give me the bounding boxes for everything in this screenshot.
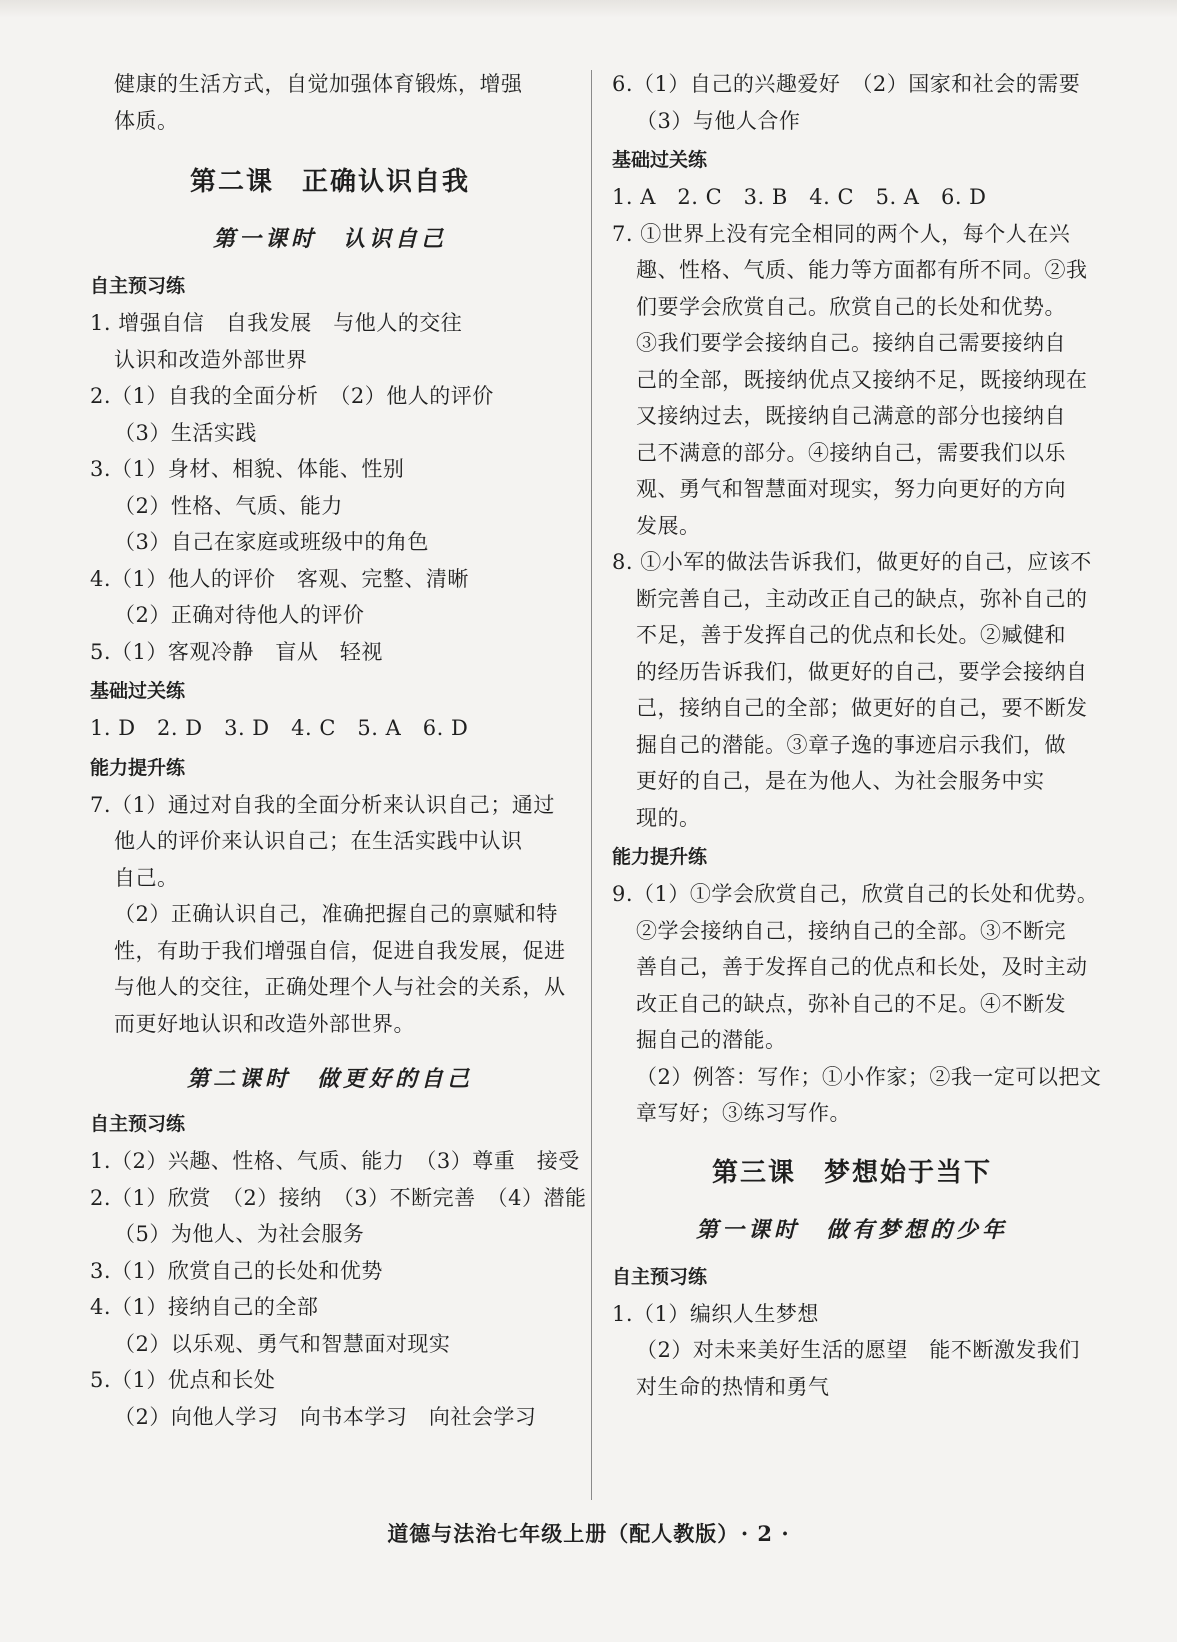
answer-line: （3）与他人合作 xyxy=(636,108,801,133)
answer-line: 1. 增强自信 自我发展 与他人的交往 xyxy=(90,311,463,335)
answer-line: 3.（1）身材、相貌、体能、性别 xyxy=(90,457,405,481)
page-footer xyxy=(0,1518,1177,1548)
answer-line: 2.（1）欣赏 （2）接纳 （3）不断完善 （4）潜能 xyxy=(90,1185,587,1210)
text-line: 体质。 xyxy=(114,108,179,133)
answer-line: 又接纳过去，既接纳自己满意的部分也接纳自 xyxy=(636,404,1066,428)
answer-line: （3）生活实践 xyxy=(114,420,257,445)
answer-line: 5.（1）优点和长处 xyxy=(90,1368,276,1392)
answer-line: 观、勇气和智慧面对现实，努力向更好的方向 xyxy=(636,477,1066,501)
answer-line: （2）例答：写作；①小作家；②我一定可以把文 xyxy=(636,1064,1102,1089)
answer-line: （3）自己在家庭或班级中的角色 xyxy=(114,530,429,554)
answer-line: 趣、性格、气质、能力等方面都有所不同。②我 xyxy=(636,258,1088,282)
left-column xyxy=(90,66,587,1435)
answer-line: ②学会接纳自己，接纳自己的全部。③不断完 xyxy=(636,918,1066,943)
answer-line: 章写好；③练习写作。 xyxy=(636,1101,851,1125)
answer-line: 善自己，善于发挥自己的优点和长处，及时主动 xyxy=(636,955,1088,979)
right-column xyxy=(612,66,1102,1405)
text-line: 健康的生活方式，自觉加强体育锻炼，增强 xyxy=(114,72,523,96)
lesson-title: 第二课 正确认识自我 xyxy=(189,167,470,197)
column-divider xyxy=(591,70,592,1500)
answer-line: 1.（1）编织人生梦想 xyxy=(612,1301,819,1326)
scan-edge xyxy=(0,0,1177,18)
answer-line: 自己。 xyxy=(114,865,179,890)
answer-line: 对生命的热情和勇气 xyxy=(636,1374,830,1399)
answer-line: （2）以乐观、勇气和智慧面对现实 xyxy=(114,1331,451,1356)
answer-line: 掘自己的潜能。 xyxy=(636,1028,787,1052)
answer-line: 他人的评价来认识自己；在生活实践中认识 xyxy=(114,829,523,853)
period-title: 第二课时 做更好的自己 xyxy=(186,1066,473,1092)
answer-line: 1.（2）兴趣、性格、气质、能力 （3）尊重 接受 xyxy=(90,1149,580,1173)
section-title: 自主预习练 xyxy=(90,1113,186,1135)
answer-line: （5）为他人、为社会服务 xyxy=(114,1222,365,1246)
section-title: 能力提升练 xyxy=(612,846,708,868)
answer-line: 5.（1）客观冷静 盲从 轻视 xyxy=(90,639,383,664)
answer-line: （2）正确对待他人的评价 xyxy=(114,603,365,627)
period-title: 第一课时 认识自己 xyxy=(212,226,447,252)
answer-line: 改正自己的缺点，弥补自己的不足。④不断发 xyxy=(636,991,1066,1016)
answer-line: 7. ①世界上没有完全相同的两个人，每个人在兴 xyxy=(612,221,1071,246)
answer-line: 认识和改造外部世界 xyxy=(114,347,308,372)
answer-line: 7.（1）通过对自我的全面分析来认识自己；通过 xyxy=(90,792,555,817)
section-title: 能力提升练 xyxy=(90,756,186,779)
answer-line: 8. ①小军的做法告诉我们，做更好的自己，应该不 xyxy=(612,550,1092,574)
answer-line: 的经历告诉我们，做更好的自己，要学会接纳自 xyxy=(636,659,1088,684)
section-title: 基础过关练 xyxy=(90,680,186,702)
answer-line: 发展。 xyxy=(636,513,701,538)
lesson-title: 第三课 梦想始于当下 xyxy=(711,1157,992,1188)
section-title: 自主预习练 xyxy=(90,275,186,297)
answer-line: （2）性格、气质、能力 xyxy=(114,493,343,518)
answer-line: 4.（1）接纳自己的全部 xyxy=(90,1295,319,1319)
answer-line: 9.（1）①学会欣赏自己，欣赏自己的长处和优势。 xyxy=(612,882,1099,906)
answer-line: 与他人的交往，正确处理个人与社会的关系，从 xyxy=(114,975,566,999)
answer-line: 掘自己的潜能。③章子逸的事迹启示我们，做 xyxy=(636,732,1066,757)
answer-line: ③我们要学会接纳自己。接纳自己需要接纳自 xyxy=(636,331,1066,355)
answer-line: 6.（1）自己的兴趣爱好 （2）国家和社会的需要 xyxy=(612,72,1081,96)
answer-line: 己不满意的部分。④接纳自己，需要我们以乐 xyxy=(636,440,1066,465)
answer-line: 4.（1）他人的评价 客观、完整、清晰 xyxy=(90,566,469,591)
answer-line: （2）向他人学习 向书本学习 向社会学习 xyxy=(114,1404,537,1429)
answer-line: 1. A 2. C 3. B 4. C 5. A 6. D xyxy=(612,185,987,209)
answer-line: 现的。 xyxy=(636,805,701,830)
answer-line: （2）对未来美好生活的愿望 能不断激发我们 xyxy=(636,1338,1080,1362)
answer-line: 2.（1）自我的全面分析 （2）他人的评价 xyxy=(90,384,494,408)
answer-line: 断完善自己，主动改正自己的缺点，弥补自己的 xyxy=(636,586,1088,611)
page-number: · 2 · xyxy=(740,1521,790,1546)
period-title: 第一课时 做有梦想的少年 xyxy=(695,1216,1008,1243)
section-title: 自主预习练 xyxy=(612,1265,708,1288)
section-title: 基础过关练 xyxy=(612,149,708,171)
answer-line: 不足，善于发挥自己的优点和长处。②臧健和 xyxy=(636,623,1066,647)
answer-line: 1. D 2. D 3. D 4. C 5. A 6. D xyxy=(90,716,469,740)
book-title: 道德与法治七年级上册（配人教版） xyxy=(387,1521,729,1546)
answer-line: 己的全部，既接纳优点又接纳不足，既接纳现在 xyxy=(636,367,1088,392)
answer-line: 更好的自己，是在为他人、为社会服务中实 xyxy=(636,769,1045,793)
answer-line: 们要学会欣赏自己。欣赏自己的长处和优势。 xyxy=(636,294,1066,319)
answer-line: （2）正确认识自己，准确把握自己的禀赋和特 xyxy=(114,902,558,926)
answer-line: 己，接纳自己的全部；做更好的自己，要不断发 xyxy=(636,696,1088,720)
answer-line: 而更好地认识和改造外部世界。 xyxy=(114,1011,415,1036)
answer-line: 3.（1）欣赏自己的长处和优势 xyxy=(90,1258,383,1283)
answer-line: 性，有助于我们增强自信，促进自我发展，促进 xyxy=(114,938,566,963)
